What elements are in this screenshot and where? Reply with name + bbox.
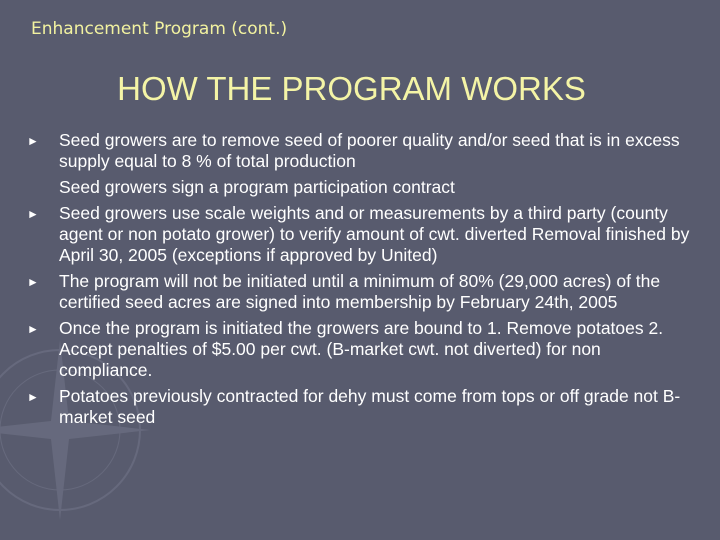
bullet-arrow-icon: ► [27,134,39,148]
bullet-arrow-icon: ► [27,275,39,289]
list-item [27,271,699,313]
bullet-arrow-icon: ► [27,390,39,404]
bullet-arrow-icon: ► [27,322,39,336]
list-item [27,203,699,266]
list-item-text: Seed growers are to remove seed of poorer quality and/or seed that is in excess supply equal to 8 % of total production [59,130,680,171]
list-item [27,177,699,198]
list-item [27,386,699,428]
slide-title: HOW THE PROGRAM WORKS [117,70,586,107]
list-item [27,130,699,172]
list-item-text: The program will not be initiated until a minimum of 80% (29,000 acres) of the certified seed acres are signed into membership by February 24th, 2005 [59,271,661,312]
list-item-text: Seed growers use scale weights and or measurements by a third party (county agent or non potato grower) to verify amount of cwt. diverted Removal finished by April 30, 2005 (exceptions if approved by United) [59,203,690,265]
list-item-text: Once the program is initiated the growers are bound to 1. Remove potatoes 2. Accept penalties of $5.00 per cwt. (B-market cwt. not diverted) for non compliance. [59,318,664,380]
list-item-text: Seed growers sign a program participation contract [59,177,455,197]
list-item-text: Potatoes previously contracted for dehy must come from tops or off grade not B-market seed [59,386,681,427]
bullet-arrow-icon: ► [27,207,39,221]
bullet-list [27,130,699,428]
section-header: Enhancement Program (cont.) [31,19,288,39]
list-item [27,318,699,381]
